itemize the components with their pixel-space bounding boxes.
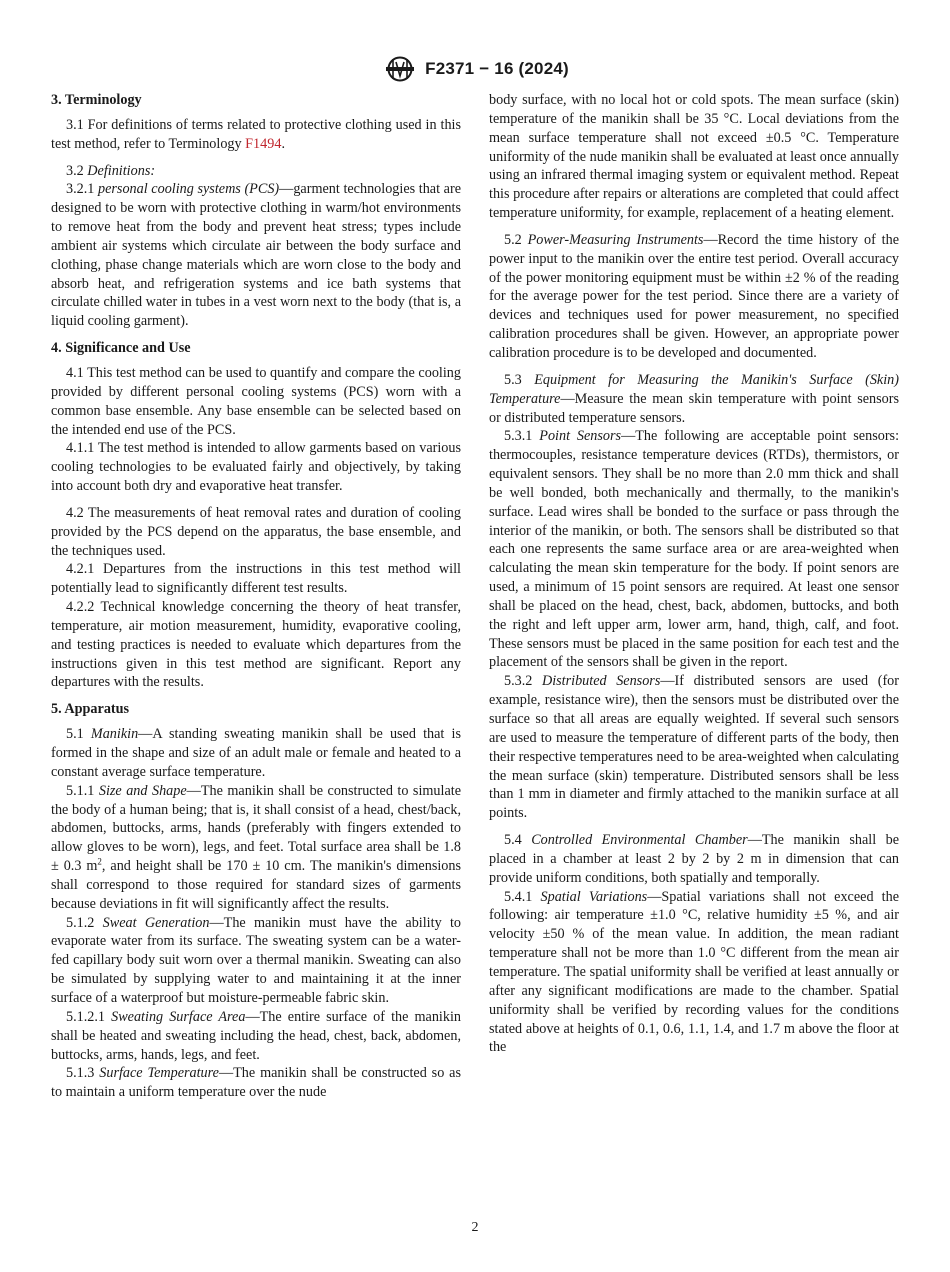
paragraph-5-4-1: 5.4.1 Spatial Variations—Spatial variations shall not exceed the following: air temperature ±1.0 °C, relative humidity ±5 %, and air velocity ±50 % of the mean value. In addition, the mean radiant temperature shall not be more than 1.0 °C different from the mean air temperature. The spatial uniformity shall be verified at least annually or after any significant modifications are made to the chamber. Spatial uniformity shall be verified by recording values for the conditions stated above at heights of 0.1, 0.6, 1.1, 1.4, and 1.7 m above the floor at the: [489, 888, 900, 1056]
paragraph-4-2: 4.2 The measurements of heat removal rates and duration of cooling provided by the PCS depend on the apparatus, the base ensemble, and the techniques used.: [51, 504, 461, 559]
page-number: 2: [471, 1220, 479, 1235]
paragraph-5-1-1: 5.1.1 Size and Shape—The manikin shall be constructed to simulate the body of a human being; that is, it shall consist of a head, chest/back, abdomen, buttocks, arms, hands (preferably with fingers extended to allow gloves to be worn), legs, and feet. Total surface area shall be 1.8 ± 0.3 $m^2$, and height shall be 170 ± 10 cm. The manikin's dimensions shall correspond to those required for standard sizes of garments because deviations in fit will significantly affect the results.: [51, 782, 462, 912]
right-column: [489, 91, 899, 1057]
paragraph-4-1-1: 4.1.1 The test method is intended to allow garments based on various cooling technologies to be evaluated fairly and objectively, by taking into account both dry and evaporative heat transfer.: [51, 440, 461, 495]
paragraph-4-2-2: 4.2.2 Technical knowledge concerning the theory of heat transfer, temperature, air motion measurement, humidity, evaporative cooling, and testing practices is needed to evaluate which departures from the instructions given in this test method are significant. Report any departures with the results.: [51, 599, 461, 691]
paragraph-3-2: 3.2 Definitions:: [66, 162, 156, 179]
terminology-f1494-link[interactable]: F1494: [245, 135, 282, 152]
paragraph-5-1: 5.1 Manikin—A standing sweating manikin shall be used that is formed in the shape and size of an adult male or female and heated to a constant average surface temperature.: [51, 726, 461, 780]
paragraph-5-3-2: 5.3.2 Distributed Sensors—If distributed sensors are used (for example, resistance wire), then the sensors must be distributed over the surface so that all areas are equally weighted. If several such sensors are used to measure the temperature of different parts of the body, then their respective temperatures need to be area-weighted when calculating the mean surface (skin) temperature. Distributed sensors shall be less than 1 mm in diameter and firmly attached to the manikin surface at all points.: [489, 673, 899, 822]
section-heading-significance: 4. Significance and Use: [51, 340, 191, 357]
paragraph-4-2-1: 4.2.1 Departures from the instructions in this test method will potentially lead to significantly different test results.: [51, 561, 461, 597]
section-heading-terminology: 3. Terminology: [51, 92, 142, 108]
paragraph-3-1: 3.1 For definitions of terms related to protective clothing used in this test method, refer to Terminology F1494.: [51, 116, 461, 152]
document-designation: F2371 − 16 (2024): [425, 59, 569, 78]
paragraph-5-3: 5.3 Equipment for Measuring the Manikin's Surface (Skin) Temperature—Measure the mean skin temperature with point sensors or distributed temperature sensors.: [489, 371, 899, 426]
astm-logo-graphic: [381, 56, 419, 82]
left-column: [51, 91, 461, 1102]
astm-logo-icon: [381, 56, 419, 82]
section-heading-apparatus: 5. Apparatus: [51, 701, 130, 718]
paragraph-5-4: 5.4 Controlled Environmental Chamber—The manikin shall be placed in a chamber at least 2 by 2 by 2 m in dimension that can provide uniform conditions, both spatially and temporally.: [489, 832, 899, 886]
page-header: [0, 56, 950, 82]
paragraph-4-1: 4.1 This test method can be used to quantify and compare the cooling provided by different personal cooling systems (PCS) worn with a common base ensemble. Any base ensemble can be selected based on the intended end use of the PCS.: [51, 364, 461, 438]
paragraph-5-1-2: 5.1.2 Sweat Generation—The manikin must have the ability to evaporate water from its surface. The sweating system can be a water-fed capillary body suit worn over a thermal manikin. Sweating can also be simulated by supplying water to and maintaining it at the inner surface of a waterproof but moisture-permeable fabric skin.: [51, 914, 461, 1006]
paragraph-5-3-1: 5.3.1 Point Sensors—The following are acceptable point sensors: thermocouples, resistance temperature devices (RTDs), thermistors, or equivalent sensors. They shall be no more than 2.0 mm thick and shall be well bonded, both mechanically and thermally, to the manikin's surface. Lead wires shall be bonded to the surface or pass through the interior of the manikin, or both. The sensors shall be distributed so that each one represents the same surface area or are area-weighted when calculating the mean skin temperature for the body. If point senors are used, a minimum of 15 point sensors are required. At least one sensor shall be placed on the head, chest, back, abdomen, buttocks, and both the right and left upper arm, lower arm, hand, thigh, calf, and foot. These sensors must be placed in the same position for each test and the placement of the sensors shall be given in the report.: [489, 428, 900, 671]
paragraph-5-2: 5.2 Power-Measuring Instruments—Record the time history of the power input to the manikin over the entire test period. Overall accuracy of the power monitoring equipment must be within ±2 % of the reading for the average power for the test period. Since there are a variety of devices and techniques used for power measurement, no specified calibration procedures shall be given. However, an appropriate power calibration procedure is to be developed and documented.: [489, 231, 900, 361]
paragraph-3-2-1: 3.2.1 personal cooling systems (PCS)—garment technologies that are designed to be worn with protective clothing in warm/hot environments to remove heat from the body and prevent heat stress; types include ambient air systems which circulate air between the body surface and clothing, phase change materials which are worn close to the body and absorb heat, and refrigeration systems and ice bath systems that circulate chilled water in tubes in a vest worn next to the body (that is, a liquid cooling garment).: [51, 181, 461, 330]
paragraph-5-1-3-continued: body surface, with no local hot or cold spots. The mean surface (skin) temperature of the manikin shall be 35 °C. Local deviations from the mean surface temperature shall not exceed ±0.5 °C. Temperature uniformity of the nude manikin shall be evaluated at least once annually using an infrared thermal imaging system or equivalent method. Repeat this procedure after repairs or alterations are completed that could affect temperature uniformity, for example, replacement of a heating element.: [489, 92, 899, 222]
paragraph-5-1-2-1: 5.1.2.1 Sweating Surface Area—The entire surface of the manikin shall be heated and sweating including the head, chest, back, abdomen, buttocks, arms, hands, legs, and feet.: [51, 1008, 462, 1063]
paragraph-5-1-3: 5.1.3 Surface Temperature—The manikin shall be constructed so as to maintain a uniform temperature over the nude: [51, 1065, 461, 1101]
